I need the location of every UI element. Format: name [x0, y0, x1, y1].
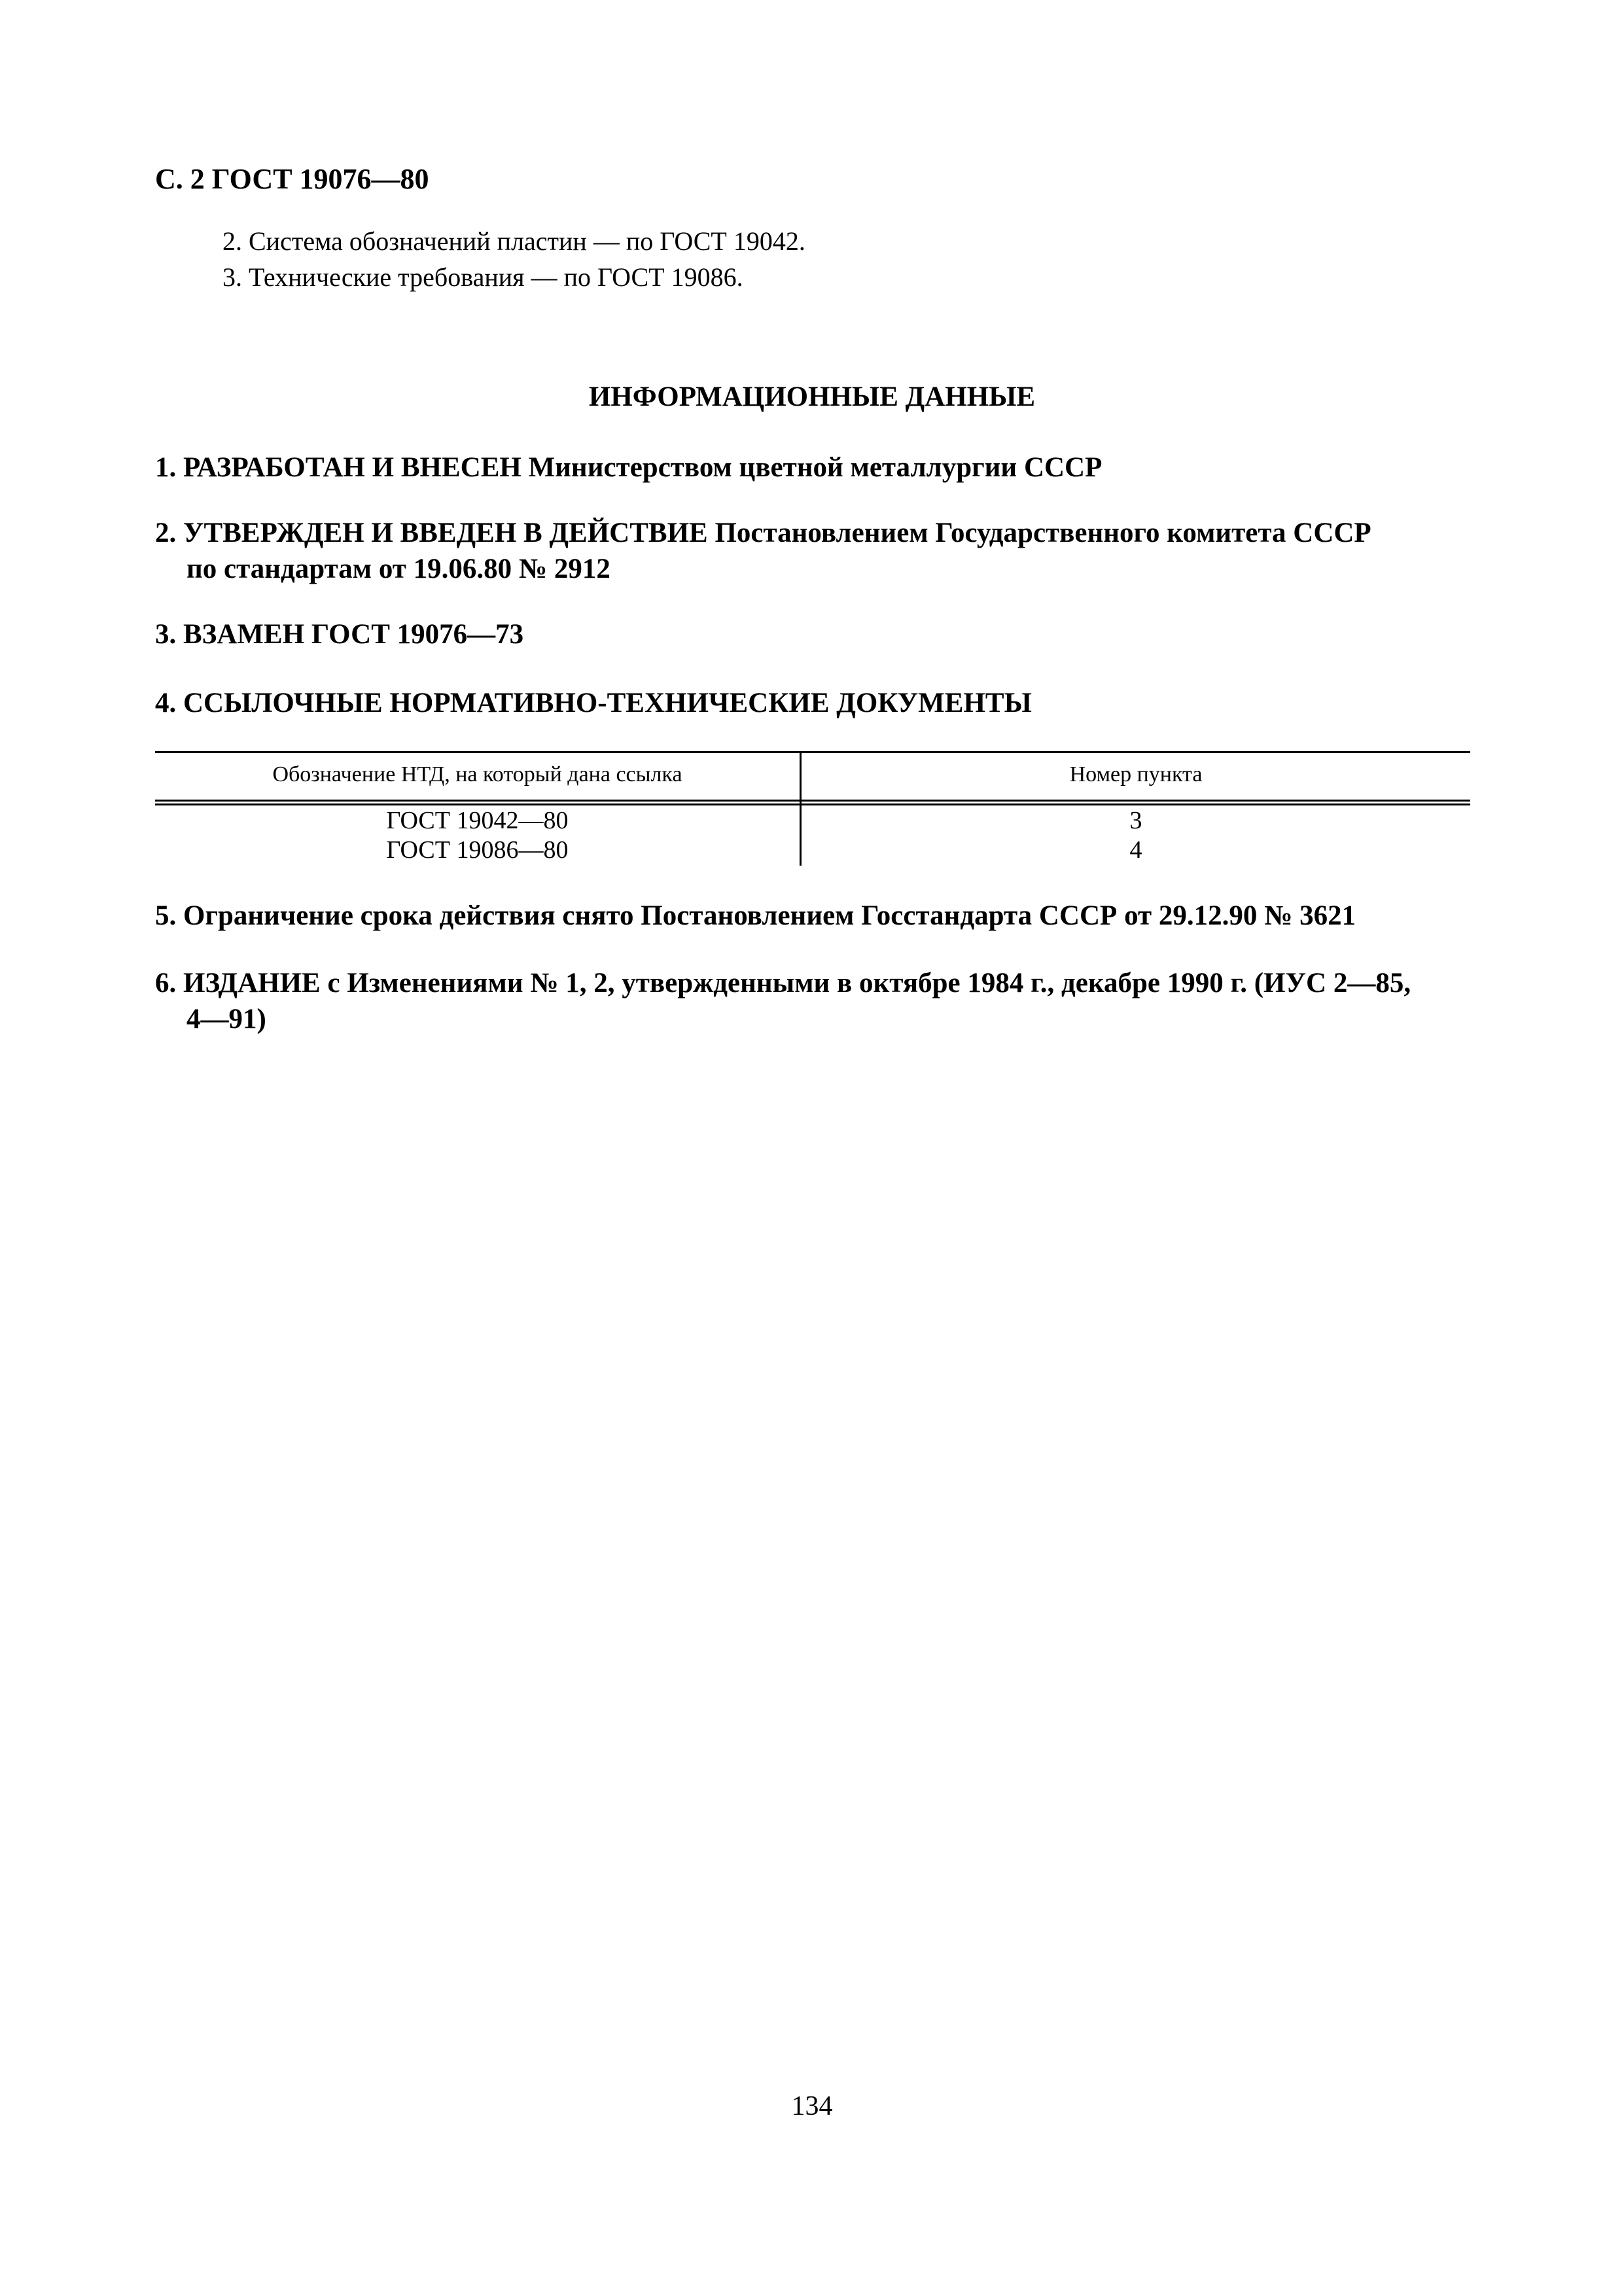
table-header-item: Номер пункта: [1069, 762, 1203, 786]
table-cell-item: 4: [1129, 836, 1142, 864]
info-item-1: 1. РАЗРАБОТАН И ВНЕСЕН Министерством цветной металлургии СССР: [155, 452, 1103, 483]
list-item-2: 2. Система обозначений пластин — по ГОСТ 19042.: [222, 226, 805, 256]
info-item-2: 2. УТВЕРЖДЕН И ВВЕДЕН В ДЕЙСТВИЕ Постановлением Государственного комитета СССР: [155, 518, 1371, 548]
info-title: ИНФОРМАЦИОННЫЕ ДАННЫЕ: [588, 381, 1036, 412]
info-item-6-cont: 4—91): [186, 1004, 266, 1034]
table-cell-item: 3: [1129, 807, 1142, 834]
list-item-3: 3. Технические требования — по ГОСТ 19086.: [222, 262, 743, 292]
table-top-rule: [155, 751, 1470, 753]
table-header-doc: Обозначение НТД, на который дана ссылка: [272, 762, 682, 786]
table-header-rule-2: [155, 804, 1470, 805]
table-cell-doc: ГОСТ 19042—80: [386, 807, 569, 834]
page-number: 134: [791, 2091, 833, 2121]
info-item-4: 4. ССЫЛОЧНЫЕ НОРМАТИВНО-ТЕХНИЧЕСКИЕ ДОКУМЕНТЫ: [155, 688, 1032, 718]
info-item-6: 6. ИЗДАНИЕ с Изменениями № 1, 2, утвержденными в октябре 1984 г., декабре 1990 г. (ИУС 2—85,: [155, 968, 1411, 998]
info-item-5: 5. Ограничение срока действия снято Постановлением Госстандарта СССР от 29.12.90 № 3621: [155, 900, 1356, 931]
info-item-2-cont: по стандартам от 19.06.80 № 2912: [186, 554, 610, 584]
info-item-3: 3. ВЗАМЕН ГОСТ 19076—73: [155, 619, 524, 650]
table-header-rule-1: [155, 800, 1470, 802]
table-cell-doc: ГОСТ 19086—80: [386, 836, 569, 864]
page-header: С. 2 ГОСТ 19076—80: [155, 163, 429, 195]
